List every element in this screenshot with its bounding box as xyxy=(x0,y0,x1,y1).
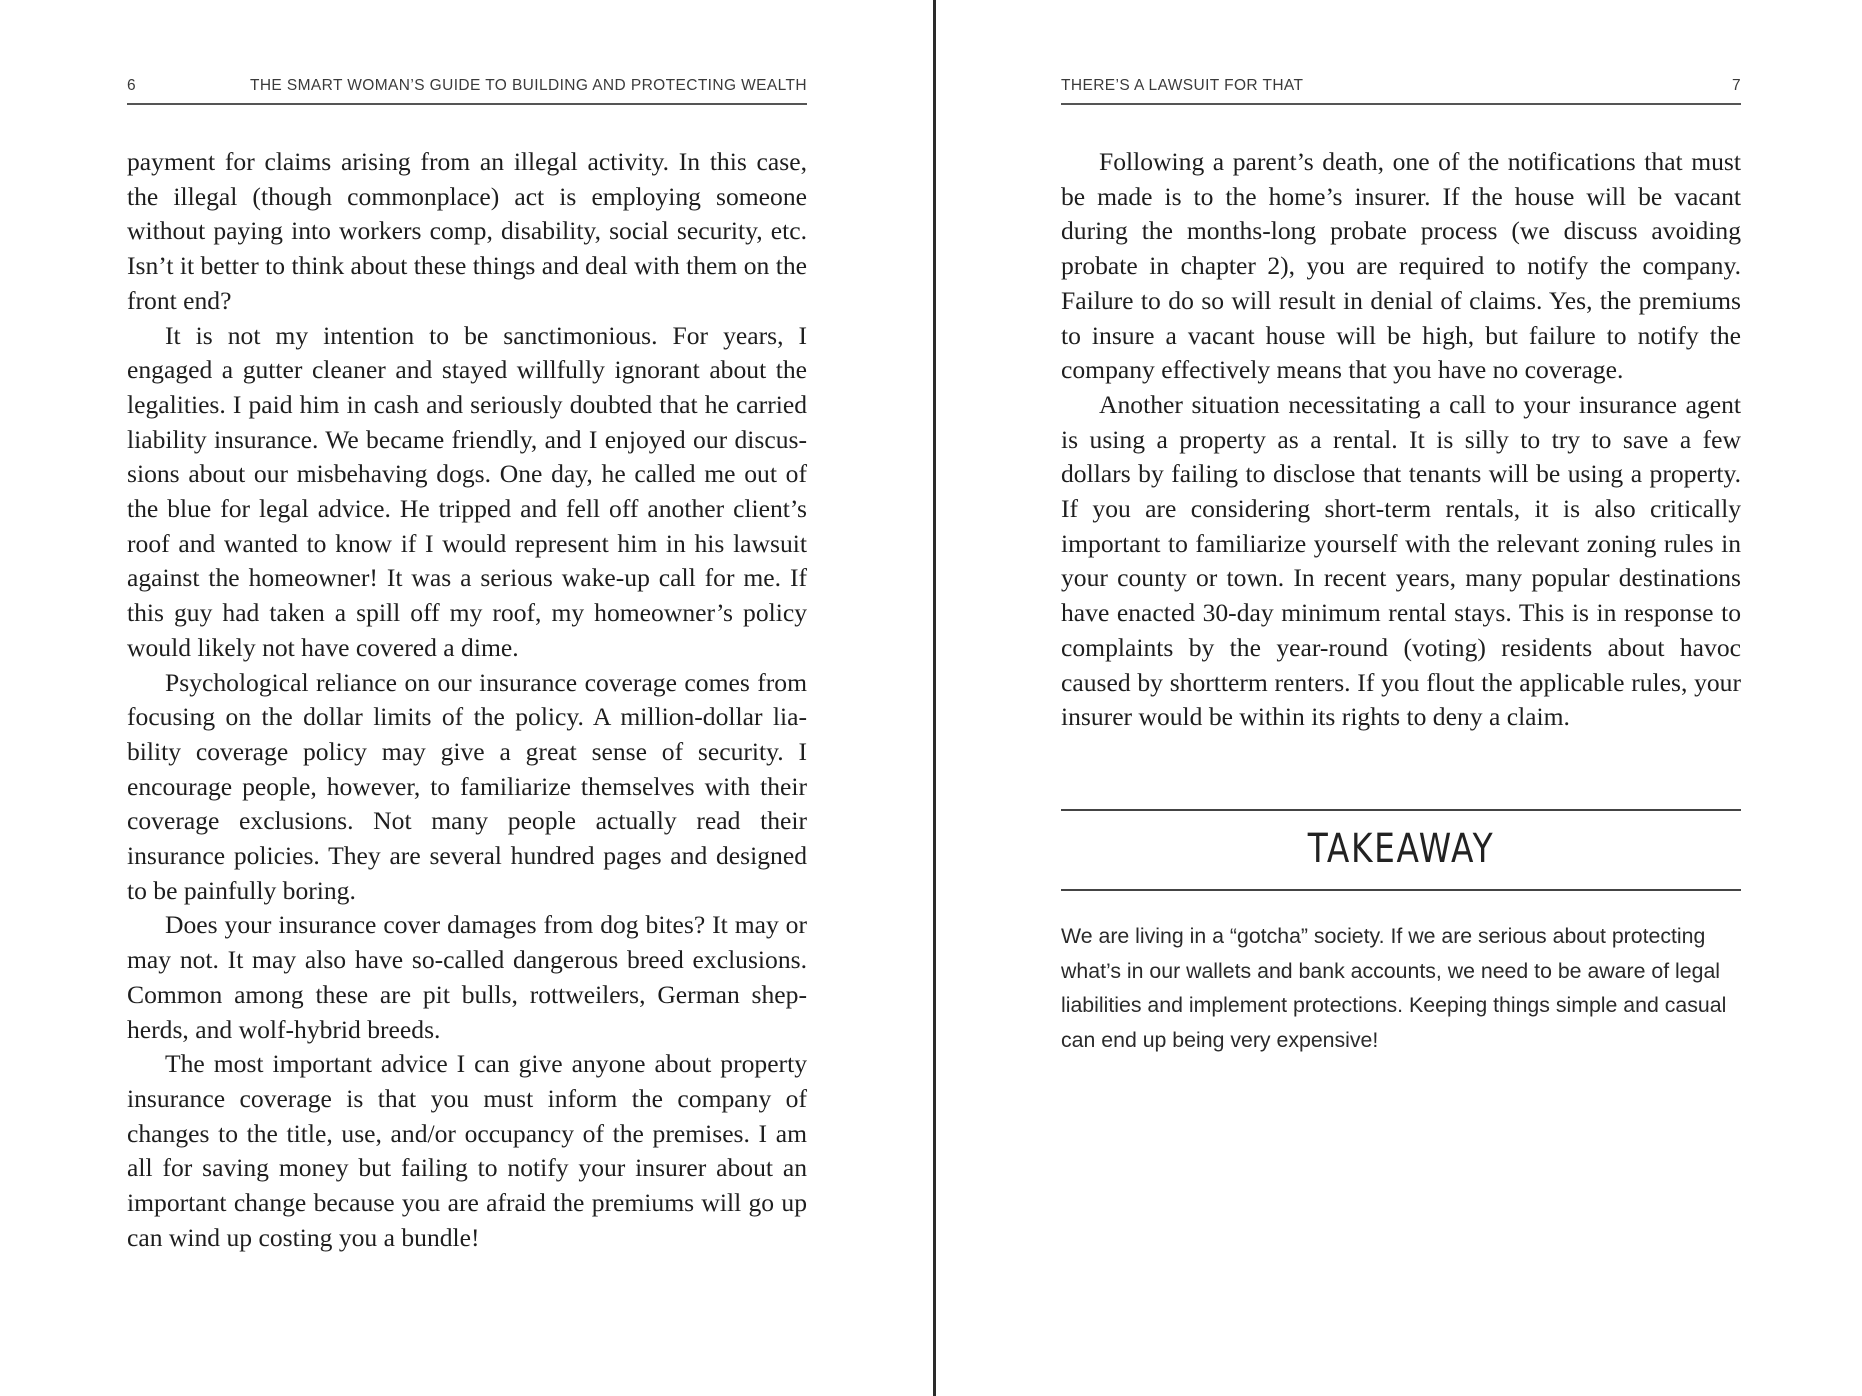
page-number: 6 xyxy=(127,77,137,94)
takeaway-heading: TAKEAWAY xyxy=(1307,826,1495,872)
takeaway-body: We are living in a “gotcha” society. If we are serious about protecting what’s in our wallets and bank accounts, we need to be aware of legal liabilities and implement protections. Keeping things simple and casual can end up being very expensive! xyxy=(1061,924,1727,1053)
chapter-title-header: THERE’S A LAWSUIT FOR THAT xyxy=(1061,77,1304,94)
takeaway-bottom-rule xyxy=(1061,889,1741,891)
paragraph: Psychological reliance on our insurance coverage comes from focusing on the dollar limits of the policy. A million-dollar liability coverage policy may give a great sense of security. I encourage people, however, to familiarize themselves with their coverage exclusions. Not many people actually read their insurance policies. They are several hundred pages and designed to be painfully boring. xyxy=(127,667,807,905)
paragraph: payment for claims arising from an illegal activity. In this case, the illegal (though commonplace) act is employing someone without paying into workers comp, disability, social security, etc. Isn’t it better to think about these things and deal with them on the front end? xyxy=(127,147,807,315)
page-number: 7 xyxy=(1731,77,1741,94)
book-title-header: THE SMART WOMAN’S GUIDE TO BUILDING AND PROTECTING WEALTH xyxy=(249,77,807,94)
right-page xyxy=(936,0,1862,1396)
right-body-text xyxy=(1061,145,1741,735)
right-running-head xyxy=(1061,73,1741,105)
paragraph: The most important advice I can give anyone about property insurance coverage is that you must inform the company of changes to the title, use, and/or occupancy of the premises. I am all for saving money but failing to notify your insurer about an important change because you are afraid the premiums will go up can wind up costing you a bundle! xyxy=(127,1049,807,1252)
paragraph: Does your insurance cover damages from dog bites? It may or may not. It may also have so-called dangerous breed exclusions. Common among these are pit bulls, rottweilers, German shepherds, and wolf-hybrid breeds. xyxy=(127,910,807,1044)
left-running-head xyxy=(127,73,807,105)
paragraph: Another situation necessitating a call to your insurance agent is using a property as a rental. It is silly to try to save a few dollars by failing to disclose that tenants will be using a property. If you are considering short-term rentals, it is also critically important to familiarize yourself with the relevant zoning rules in your county or town. In recent years, many popular destinations have enacted 30-day minimum rental stays. This is in response to complaints by the year-round (voting) residents about havoc caused by shortterm renters. If you flout the applicable rules, your insurer would be within its rights to deny a claim. xyxy=(1061,389,1741,732)
paragraph: Following a parent’s death, one of the notifications that must be made is to the home’s insurer. If the house will be vacant during the months-long probate process (we discuss avoiding probate in chapter 2), you are required to notify the company. Failure to do so will result in denial of claims. Yes, the premiums to insure a vacant house will be high, but failure to notify the company effectively means that you have no coverage. xyxy=(1061,147,1741,385)
paragraph: It is not my intention to be sanctimonious. For years, I engaged a gutter cleaner and stayed willfully ignorant about the legalities. I paid him in cash and seriously doubted that he carried liability insurance. We became friendly, and I enjoyed our discussions about our misbehaving dogs. One day, he called me out of the blue for legal advice. He tripped and fell off another client’s roof and wanted to know if I would represent him in his lawsuit against the homeowner! It was a serious wake-up call for me. If this guy had taken a spill off my roof, my homeowner’s policy would likely not have covered a dime. xyxy=(127,320,807,662)
takeaway-top-rule xyxy=(1061,809,1741,811)
left-body-text xyxy=(127,145,807,1256)
